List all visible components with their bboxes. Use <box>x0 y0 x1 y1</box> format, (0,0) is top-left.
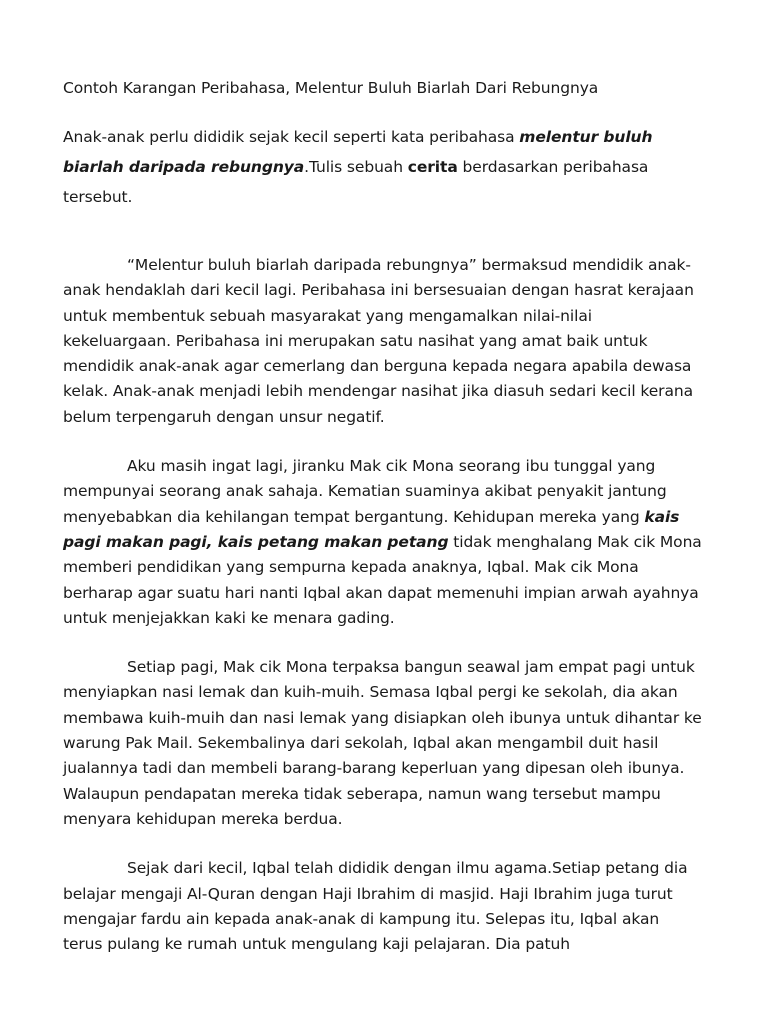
proverb-emphasis: kais pagi makan pagi, kais petang makan petang <box>63 507 680 551</box>
cerita-emphasis: cerita <box>407 158 458 176</box>
body-paragraph-3 <box>63 655 703 832</box>
intro-paragraph <box>63 122 703 212</box>
body-paragraph-2 <box>63 454 703 631</box>
proverb-emphasis: melentur buluh biarlah daripada rebungnya <box>63 128 653 176</box>
intro-text: .Tulis sebuah <box>304 158 408 176</box>
paragraph-text: tidak menghalang Mak cik Mona memberi pendidikan yang sempurna kepada anaknya, Iqbal. Mak cik Mona berharap agar suatu hari nanti Iqbal akan dapat memenuhi impian arwah ayahnya untuk menjejakkan kaki ke menara gading. <box>63 532 702 627</box>
paragraph-text: “Melentur buluh biarlah daripada rebungnya” bermaksud mendidik anak- anak hendaklah dari kecil lagi. Peribahasa ini bersesuaian dengan hasrat kerajaan untuk membentuk sebuah masyarakat yang mengamalkan nilai-nilai kekeluargaan. Peribahasa ini merupakan satu nasihat yang amat baik untuk mendidik anak-anak agar cemerlang dan berguna kepada negara apabila dewasa kelak. Anak-anak menjadi lebih mendengar nasihat jika diasuh sedari kecil kerana belum terpengaruh dengan unsur negatif. <box>63 256 694 426</box>
paragraph-text: Aku masih ingat lagi, jiranku Mak cik Mona seorang ibu tunggal yang mempunyai seorang anak sahaja. Kematian suaminya akibat penyakit jantung menyebabkan dia kehilangan tempat bergantung. Kehidupan mereka yang <box>63 457 667 526</box>
intro-text: berdasarkan peribahasa tersebut. <box>63 158 649 206</box>
paragraph-text: Sejak dari kecil, Iqbal telah dididik dengan ilmu agama.Setiap petang dia belajar mengaji Al-Quran dengan Haji Ibrahim di masjid. Haji Ibrahim juga turut mengajar fardu ain kepada anak-anak di kampung itu. Selepas itu, Iqbal akan terus pulang ke rumah untuk mengulang kaji pelajaran. Dia patuh <box>63 859 688 954</box>
document-page <box>63 76 703 957</box>
body-paragraph-4 <box>63 856 703 957</box>
intro-text: Anak-anak perlu dididik sejak kecil seperti kata peribahasa <box>63 128 520 146</box>
paragraph-text: Setiap pagi, Mak cik Mona terpaksa bangun seawal jam empat pagi untuk menyiapkan nasi lemak dan kuih-muih. Semasa Iqbal pergi ke sekolah, dia akan membawa kuih-muih dan nasi lemak yang disiapkan oleh ibunya untuk dihantar ke warung Pak Mail. Sekembalinya dari sekolah, Iqbal akan mengambil duit hasil jualannya tadi dan membeli barang-barang keperluan yang dipesan oleh ibunya. Walaupun pendapatan mereka tidak seberapa, namun wang tersebut mampu menyara kehidupan mereka berdua. <box>63 658 702 828</box>
body-paragraph-1 <box>63 253 703 430</box>
document-title: Contoh Karangan Peribahasa, Melentur Buluh Biarlah Dari Rebungnya <box>63 79 599 97</box>
